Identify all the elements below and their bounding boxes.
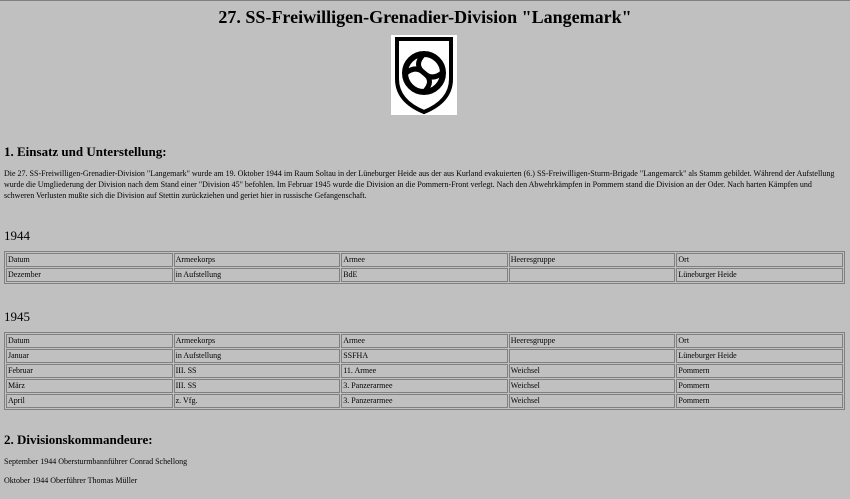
section-heading-einsatz: 1. Einsatz und Unterstellung:: [4, 144, 167, 159]
year-heading-1944: 1944: [4, 228, 30, 243]
table-row: [6, 268, 843, 282]
table-row: [6, 394, 843, 408]
table-cell: Pommern: [676, 394, 843, 408]
table-cell: [509, 268, 676, 282]
table-cell: Februar: [6, 364, 173, 378]
table-cell: Pommern: [676, 364, 843, 378]
table-header-row: [6, 334, 843, 348]
table-cell: März: [6, 379, 173, 393]
table-header-cell: Armee: [341, 253, 508, 267]
section-heading-kommandeure: 2. Divisionskommandeure:: [4, 432, 153, 447]
table-cell: z. Vfg.: [174, 394, 341, 408]
table-cell: SSFHA: [341, 349, 508, 363]
table-header-cell: Armeekorps: [174, 334, 341, 348]
shield-icon: [391, 35, 457, 115]
table-cell: Dezember: [6, 268, 173, 282]
table-cell: Weichsel: [509, 394, 676, 408]
table-row: [6, 349, 843, 363]
table-cell: 3. Panzerarmee: [341, 379, 508, 393]
table-cell: Lüneburger Heide: [676, 349, 843, 363]
table-header-cell: Heeresgruppe: [509, 334, 676, 348]
table-cell: BdE: [341, 268, 508, 282]
unit-table-1945: [4, 332, 845, 410]
commander-entry: Oktober 1944 Oberführer Thomas Müller: [4, 476, 138, 485]
table-header-cell: Heeresgruppe: [509, 253, 676, 267]
table-cell: Lüneburger Heide: [676, 268, 843, 282]
table-cell: III. SS: [174, 379, 341, 393]
commander-entry: September 1944 Obersturmbannführer Conrad Schellong: [4, 457, 188, 466]
year-heading-1945: 1945: [4, 309, 30, 324]
section-paragraph: Die 27. SS-Freiwilligen-Grenadier-Division "Langemark" wurde am 19. Oktober 1944 im Raum Soltau in der Lüneburger Heide aus der aus Kurland evakuierten (6.) SS-Freiwilligen-Sturm-Brigade "Langemarck" als Stamm gebildet. Während der Aufstellung wurde die Umgliederung der Division nach dem Stand einer "Division 45" befohlen. Im Februar 1945 wurde die Division an die Pommern-Front verlegt. Nach den Abwehrkämpfen in Pommern stand die Division an der Oder. Nach harten Kämpfen und schweren Verlusten mußte sich die Division auf Stettin zurückziehen und geriet hier in russische Gefangenschaft.: [4, 169, 835, 200]
table-cell: Weichsel: [509, 364, 676, 378]
table-header-cell: Armeekorps: [174, 253, 341, 267]
table-cell: 11. Armee: [341, 364, 508, 378]
table-cell: April: [6, 394, 173, 408]
table-cell: Januar: [6, 349, 173, 363]
table-header-cell: Ort: [676, 334, 843, 348]
table-cell: [509, 349, 676, 363]
division-emblem: [391, 35, 457, 115]
page-title: 27. SS-Freiwilligen-Grenadier-Division "Langemark": [218, 7, 632, 27]
table-header-cell: Armee: [341, 334, 508, 348]
table-header-cell: Datum: [6, 253, 173, 267]
table-cell: Pommern: [676, 379, 843, 393]
table-cell: in Aufstellung: [174, 349, 341, 363]
table-cell: 3. Panzerarmee: [341, 394, 508, 408]
table-cell: Weichsel: [509, 379, 676, 393]
table-row: [6, 364, 843, 378]
table-header-row: [6, 253, 843, 267]
table-cell: in Aufstellung: [174, 268, 341, 282]
table-header-cell: Ort: [676, 253, 843, 267]
table-row: [6, 379, 843, 393]
table-cell: III. SS: [174, 364, 341, 378]
unit-table-1944: [4, 251, 845, 284]
table-header-cell: Datum: [6, 334, 173, 348]
